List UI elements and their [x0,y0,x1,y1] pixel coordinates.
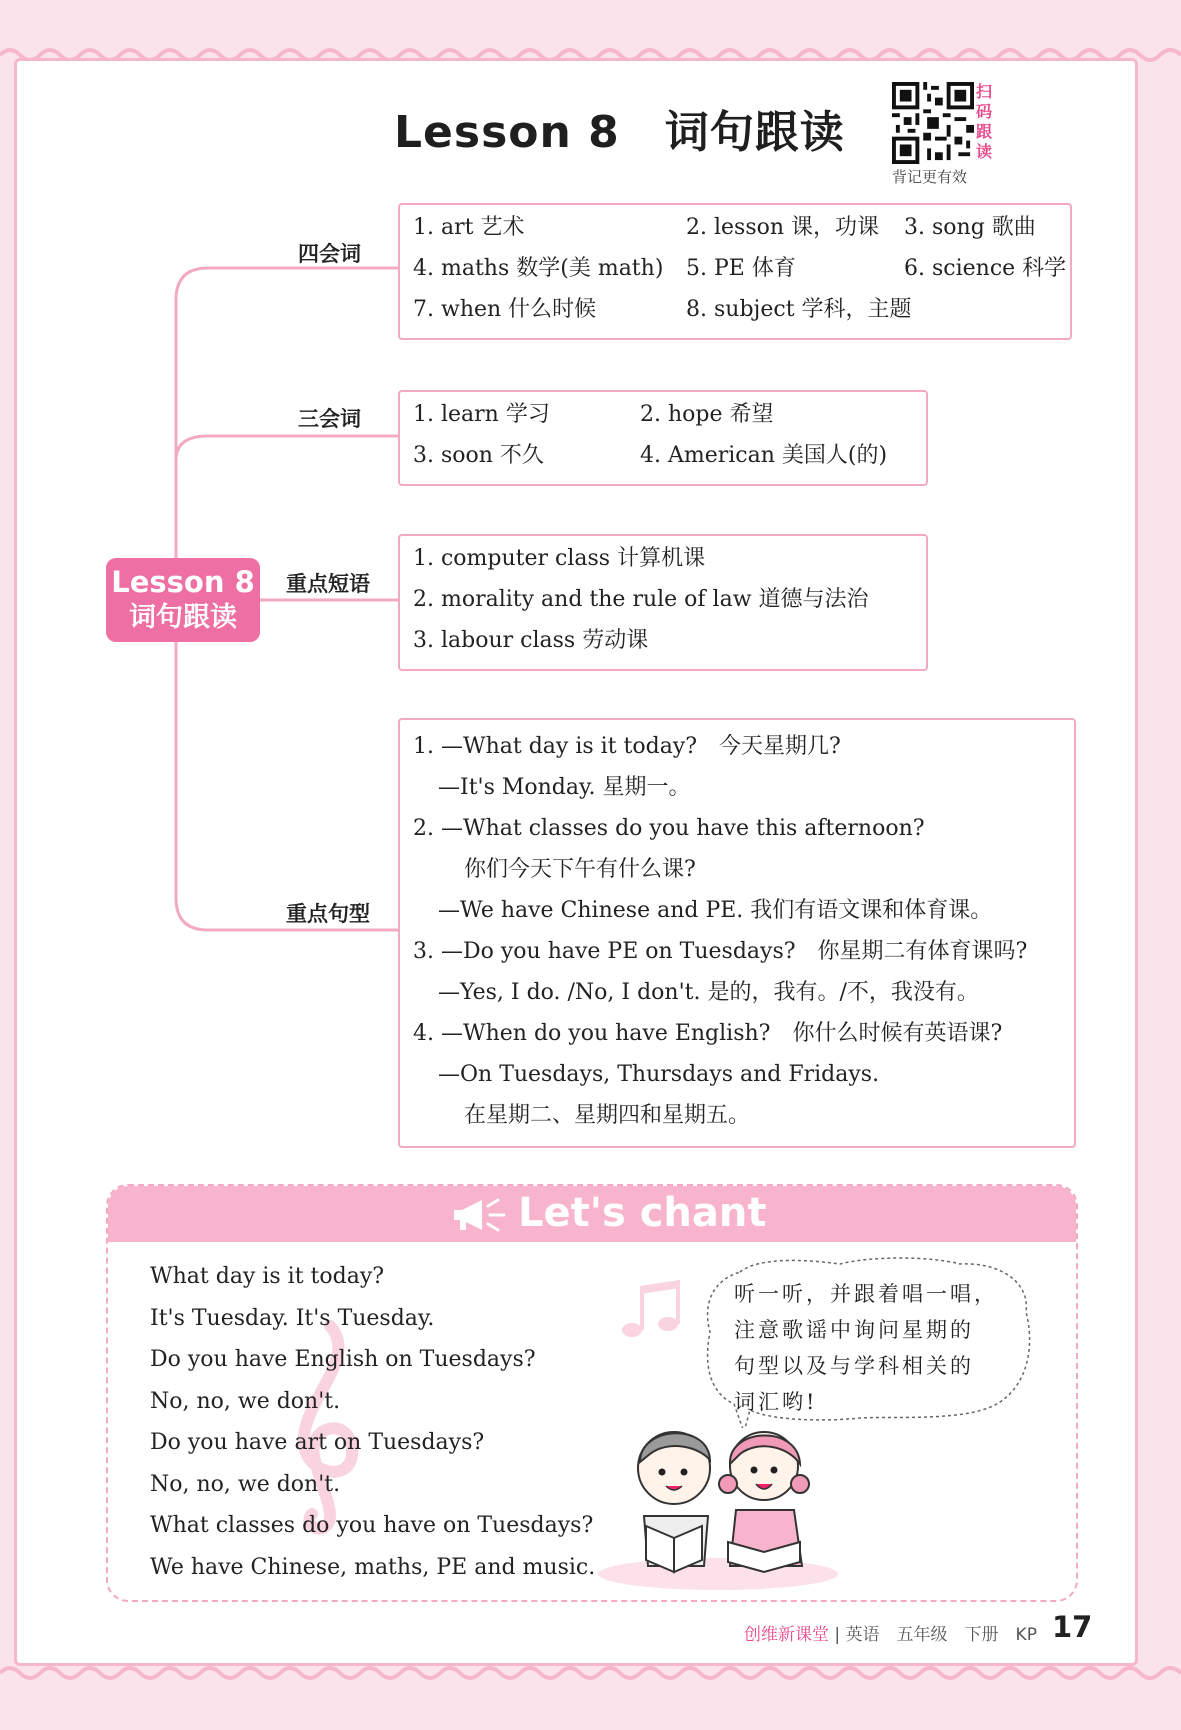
sentence-line: —On Tuesdays, Thursdays and Fridays. [438,1062,880,1087]
word-item: 2. lesson 课，功课 [686,215,880,240]
word-item: 2. hope 希望 [640,402,774,427]
key-sentences-box [398,718,1076,1148]
branch-label-four-skill-words: 四会词 [298,242,361,266]
word-item: 5. PE 体育 [686,256,796,281]
branch-label-key-sentences: 重点句型 [286,902,370,926]
word-item: 6. science 科学 [904,256,1067,281]
footer-info: 英语 五年级 下册 KP [845,1625,1037,1645]
sentence-line: 4. —When do you have English? 你什么时候有英语课? [413,1021,1003,1046]
sentence-line: 1. —What day is it today? 今天星期几? [413,734,841,759]
sentence-line: —Yes, I do. /No, I don't. 是的，我有。/不，我没有。 [438,980,979,1005]
page-number: 17 [1052,1610,1093,1644]
word-item: 4. maths 数学(美 math) [413,256,664,281]
word-item: 8. subject 学科，主题 [686,297,912,322]
music-note-icon [616,1274,686,1344]
word-item: 7. when 什么时候 [413,297,597,322]
chant-line: No, no, we don't. [150,1388,341,1414]
word-row [400,207,1070,248]
word-item: 3. soon 不久 [413,443,544,468]
sentence-line: 你们今天下午有什么课? [464,857,696,882]
children-reading-illustration [588,1406,848,1596]
instruction-line: 句型以及与学科相关的 [734,1354,974,1378]
instruction-line: 注意歌谣中询问星期的 [734,1318,974,1342]
footer-separator: | [834,1625,846,1645]
word-item: 3. song 歌曲 [904,215,1036,240]
hub-title: Lesson 8 [111,565,255,599]
chant-line: What day is it today? [150,1264,385,1289]
word-row [400,435,926,476]
three-skill-words-box [398,390,928,486]
chant-line: What classes do you have on Tuesdays? [150,1513,594,1538]
chant-line: We have Chinese, maths, PE and music. [150,1554,596,1580]
qr-caption: 背记更有效 [892,168,968,186]
branch-label-key-phrases: 重点短语 [286,572,370,596]
instruction-line: 听一听，并跟着唱一唱， [734,1282,998,1306]
chant-header [108,1186,1076,1242]
word-row [400,289,1070,330]
sentence-line: —We have Chinese and PE. 我们有语文课和体育课。 [438,898,993,923]
sentence-line: 在星期二、星期四和星期五。 [464,1103,751,1128]
word-item: 1. learn 学习 [413,402,550,427]
sentence-line: 3. —Do you have PE on Tuesdays? 你星期二有体育课吗? [413,939,1028,964]
footer-brand: 创维新课堂 [744,1625,829,1645]
sentence-line: 2. —What classes do you have this afternoon? [413,816,925,841]
bottom-wave-border [0,1658,1181,1688]
chant-line: No, no, we don't. [150,1471,341,1497]
qr-code-icon[interactable] [892,82,974,164]
page-title: Lesson 8 词句跟读 [394,107,845,158]
word-row [400,248,1070,289]
chant-title: Let's chant [518,1190,767,1236]
phrase-item: 2. morality and the rule of law 道德与法治 [413,587,869,612]
megaphone-icon [448,1194,512,1236]
mindmap-hub [106,558,260,642]
word-row [400,394,926,435]
branch-label-three-skill-words: 三会词 [298,407,361,431]
chant-line: It's Tuesday. It's Tuesday. [150,1305,435,1331]
phrase-item: 1. computer class 计算机课 [413,546,706,571]
key-phrases-box [398,534,928,671]
word-item: 1. art 艺术 [413,215,525,240]
four-skill-words-box [398,203,1072,340]
instruction-line: 词汇哟! [734,1390,818,1414]
phrase-item: 3. labour class 劳动课 [413,628,649,653]
chant-line: Do you have English on Tuesdays? [150,1347,536,1372]
hub-subtitle: 词句跟读 [129,602,237,633]
sentence-line: —It's Monday. 星期一。 [438,775,691,800]
word-item: 4. American 美国人(的) [640,443,888,468]
chant-lines [150,1256,595,1588]
chant-instruction [734,1276,1024,1420]
footer [744,1620,1037,1645]
chant-line: Do you have art on Tuesdays? [150,1430,485,1455]
qr-side-label: 扫码跟读 [976,82,993,161]
